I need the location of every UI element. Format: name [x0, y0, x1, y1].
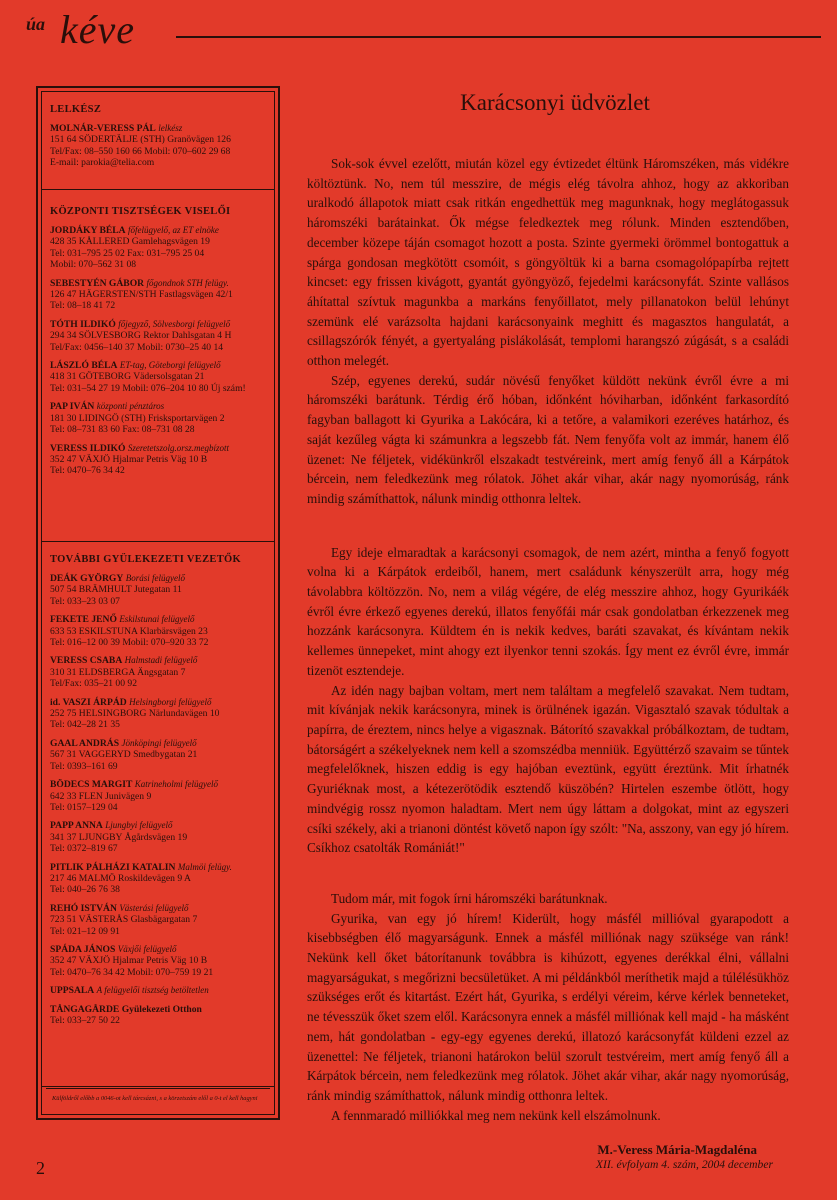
directory-entry	[50, 360, 268, 394]
entry-role: főfelügyelő, az ET elnöke	[128, 225, 219, 235]
directory-entry	[50, 573, 268, 607]
directory-entry	[50, 225, 268, 271]
section-heading: TOVÁBBI GYÜLEKEZETI VEZETŐK	[50, 554, 241, 565]
entry-name: REHÓ ISTVÁN	[50, 902, 117, 914]
entry-name: PITLIK PÁLHÁZI KATALIN	[50, 861, 176, 873]
section-pastor	[42, 92, 274, 190]
masthead-rule	[176, 36, 821, 38]
directory-entry	[50, 401, 268, 435]
entry-phone: Mobil: 070–562 31 08	[50, 259, 137, 271]
directory-entry	[50, 738, 268, 772]
entry-role: Katrineholmi felügyelő	[134, 779, 219, 790]
entry-role: Jönköpingi felügyelő	[121, 737, 197, 748]
entry-role: központi pénztáros	[96, 401, 165, 412]
entry-name: DEÁK GYÖRGY	[50, 573, 124, 584]
entry-name: PAPP ANNA	[50, 820, 103, 832]
directory-entry	[50, 319, 268, 353]
entry-name: VERESS CSABA	[50, 655, 123, 667]
entry-name: JORDÁKY BÉLA	[50, 225, 126, 236]
entry-address: 642 33 FLEN Junivägen 9	[50, 790, 152, 802]
directory-entry	[50, 820, 268, 854]
entry-role: Helsingborgi felügyelő	[129, 696, 212, 707]
entry-address: 126 47 HÄGERSTEN/STH Fastlagsvägen 42/1	[50, 289, 233, 301]
article-paragraph: Szép, egyenes derekú, sudár növésű fenyőket küldött nekünk évről évre a mi háromszéki barátunk. Térdig érő hóban, időnként hóviharban, időnként farkasordító fagyban ballagott ki Gyurika a Lakócára, ki a tetőre, a valamikori ezeréves határhoz, és saját kezűleg vágta ki számunkra a legszebb fát. Nem fenyőfa volt az immár, hanem élő üzenet: Ne féljetek, vidékünkről elszakadt testvéreink, mert amíg fenyő áll a Kárpátok bércein, nem feledkezünk meg rólatok. Jöhet akár vihar, akár nagy nyomorúság, ránk mindig számíthattok, nálunk mindig otthonra leltek.	[307, 372, 789, 506]
masthead	[26, 7, 816, 52]
entry-role: főgondnok STH felügy.	[146, 277, 229, 288]
directory-inner	[41, 91, 275, 1115]
entry-name: SPÁDA JÁNOS	[50, 943, 116, 955]
entry-name: GAAL ANDRÁS	[50, 737, 120, 749]
entry-name: BÖDECS MARGIT	[50, 779, 133, 791]
directory-entry	[50, 1004, 268, 1027]
entry-phone: Tel: 08–731 83 60 Fax: 08–731 08 28	[50, 424, 195, 436]
article-paragraph: Az idén nagy bajban voltam, mert nem találtam a megfelelő szavakat. Nem tudtam, mit kívánjak nekik karácsonyra, minek is örülnének igazán. Vigasztaló szavak tódultak a papírra, de éreztem, nincs helye a vigasznak. Bátorító szavakkal próbálkoztam, de tudtam, bátorságért a székelyeknek nem kell a szomszédba menniük. Együttérző szavaim se tűntek megfelelőknek, hiszen eddig is egy hajóban eveztünk, együtt éreztünk. Mit írhatnék Gyuriéknak most, a kétezerötödik esztendő küszöbén? Hirtelen eszembe ötlött, hogy mindvégig rossz nyomon haladtam. Mert nem úgy láttam a dolgokat, mint az egyszeri csíki székely, aki a trianoni döntést követő napon így szólt: "Na, asszony, van egy jó hírem. Csíkhoz csatolták Romániát!"	[307, 682, 789, 856]
article-paragraph: Gyurika, van egy jó hírem! Kiderült, hogy másfél millióval gyarapodott a kisebbségben élő magyarságunk. Ennek a másfél milliónak nagy szüksége van ránk! Nekünk kell őket bátorítanunk továbbra is kihúzott, egyenes derékkal élni, vállalni magyarságukat, s megőrizni becsületüket. A mi példánkból meríthetik majd a túlélésükhöz szükséges erőt és kitartást. Ezért hát, Gyurika, s erdélyi véreim, kérve kérlek benneteket, ne tévesszük őket szem elől. Karácsonyra ennek a másfél milliónak kell majd - ha másként nem, hát gondolatban - egy-egy egyenes derekú, illatozó karácsonyfát küldeni ezzel az üzenettel: Ne féljetek, trianoni határokon belül szorult testvéreim, mert amíg fenyő áll a Kárpátok bércein, nem feledkezünk meg rólatok. Jöhet akár vihar, akár nagy nyomorúság, ránk mindig számíthattok, nálunk mindig otthonra leltek.	[307, 910, 789, 1103]
entry-address: 418 31 GÖTEBORG Vädersolsgatan 21	[50, 371, 205, 383]
entry-name: id. VASZI ÁRPÁD	[50, 696, 127, 708]
dialing-footnote: Külföldről előbb a 0046-ot kell tárcsázni, s a körzetszám elől a 0-t el kell hagyni	[46, 1088, 270, 1110]
entry-address: 341 37 LJUNGBY Ågårdsvägen 19	[50, 831, 188, 843]
entry-address: 310 31 ELDSBERGA Ängsgatan 7	[50, 666, 186, 678]
entry-phone: Tel: 0372–819 67	[50, 843, 118, 855]
entry-phone: Tel/Fax: 0456–140 37 Mobil: 0730–25 40 14	[50, 341, 224, 353]
entry-role: Västerási felügyelő	[119, 902, 189, 913]
entry-phone: Tel: 0470–76 34 42 Mobil: 070–759 19 21	[50, 966, 214, 978]
entry-name: TÅNGAGÅRDE Gyülekezeti Otthon	[50, 1003, 202, 1015]
masthead-prefix: úa	[26, 14, 46, 34]
entry-phone: Tel/Fax: 035–21 00 92	[50, 678, 137, 690]
entry-role: Växjői felügyelő	[117, 943, 177, 954]
article-paragraph: Tudom már, mit fogok írni háromszéki barátunknak.	[331, 890, 608, 906]
entry-address: 507 54 BRÄMHULT Jutegatan 11	[50, 584, 182, 596]
directory-entry	[50, 862, 268, 896]
entry-phone: Tel: 033–23 03 07	[50, 595, 120, 607]
article-paragraph: A fennmaradó milliókkal meg nem nekünk kell elszámolnunk.	[331, 1107, 661, 1123]
directory-entry	[50, 903, 268, 937]
entry-name: MOLNÁR-VERESS PÁL	[50, 123, 156, 134]
entry-address: 151 64 SÖDERTÄLJE (STH) Granövägen 126	[50, 134, 231, 146]
entry-phone: Tel: 0470–76 34 42	[50, 465, 125, 477]
entry-phone: Tel: 016–12 00 39 Mobil: 070–920 33 72	[50, 637, 209, 649]
entry-address: 567 31 VAGGERYD Smedbygatan 21	[50, 749, 198, 761]
christmas-article	[307, 90, 789, 1158]
entry-name: TÓTH ILDIKÓ	[50, 318, 116, 330]
entry-role: ET-tag, Göteborgi felügyelő	[119, 360, 221, 371]
entry-name: PAP IVÁN	[50, 401, 95, 413]
entry-role: Borási felügyelő	[125, 573, 185, 583]
entry-name: LÁSZLÓ BÉLA	[50, 360, 118, 372]
section-central-officers	[42, 190, 274, 542]
central-entry-list	[50, 225, 268, 477]
directory-entry	[50, 443, 268, 477]
entry-name: VERESS ILDIKÓ	[50, 442, 126, 454]
entry-phone: Tel: 0157–129 04	[50, 801, 118, 813]
entry-address: 352 47 VÄXJÖ Hjalmar Petris Väg 10 B	[50, 955, 208, 967]
directory-entry	[50, 123, 268, 169]
entry-address: 428 35 KÅLLERED Gamlehagsvägen 19	[50, 236, 210, 248]
entry-address: 252 75 HELSINGBORG Närlundavägen 10	[50, 708, 220, 720]
entry-address: 294 34 SÖLVESBORG Rektor Dahlsgatan 4 H	[50, 330, 232, 342]
page-number: 2	[36, 1158, 45, 1178]
entry-phone: Tel: 08–18 41 72	[50, 300, 116, 312]
entry-phone: Tel/Fax: 08–550 160 66 Mobil: 070–602 29 68	[50, 145, 231, 157]
entry-phone: Tel: 031–795 25 02 Fax: 031–795 25 04	[50, 247, 205, 259]
entry-address: 217 46 MALMÖ Roskildevägen 9 A	[50, 872, 191, 884]
entry-phone: Tel: 021–12 09 91	[50, 925, 120, 937]
article-title: Karácsonyi üdvözlet	[460, 90, 650, 115]
entry-address: 352 47 VÄXJÖ Hjalmar Petris Väg 10 B	[50, 453, 208, 465]
entry-name: UPPSALA	[50, 985, 95, 997]
entry-address: Tel: 033–27 50 22	[50, 1015, 120, 1026]
entry-role: Szeretetszolg.orsz.megbízott	[127, 442, 230, 453]
entry-name: SEBESTYÉN GÁBOR	[50, 277, 145, 289]
church-directory	[36, 86, 280, 1120]
issue-line: XII. évfolyam 4. szám, 2004 december	[595, 1158, 773, 1171]
entry-role: főjegyző, Sölvesborgi felügyelő	[118, 318, 231, 329]
section-other-leaders	[42, 542, 274, 1087]
directory-entry	[50, 697, 268, 731]
entry-phone: Tel: 0393–161 69	[50, 760, 118, 772]
entry-address: 723 51 VÄSTERÅS Glasbägargatan 7	[50, 914, 198, 926]
masthead-title: kéve	[60, 7, 136, 52]
article-paragraph: Egy ideje elmaradtak a karácsonyi csomagok, de nem azért, mintha a fenyő fogyott volna ki a Kárpátok erdeiből, hanem, mert családunk kényszerült arra, hogy még távolabbra költözzön. No, nem a világ végére, de elég messzire ahhoz, hogy Gyurikáék évről évre érkező egyenes derekú, illatos fenyőfái már csak gondolatban érkezzenek meg hozzánk karácsonyra. Küldtem én is nekik kedves, baráti szavakat, és kívántam nekik kellemes ünnepeket, mint ahogy ezt ilyenkor tenni szokás. Így ment ez évről évre, immár tizenöt esztendeje.	[307, 544, 789, 678]
entry-address: 181 30 LIDINGÖ (STH) Frisksportarvägen 2	[50, 412, 225, 424]
directory-entry	[50, 655, 268, 689]
entry-email[interactable]: E-mail: parokia@telia.com	[50, 157, 155, 169]
article-paragraph: Sok-sok évvel ezelőtt, miután közel egy évtizedet éltünk Háromszéken, más vidékre költöztünk. No, nem túl messzire, de mégis elég távolra ahhoz, hogy az akkoriban uralkodó állapotok miatt csak ritkán engedhettük meg magunknak, hogy meglátogassuk háromszéki barátainkat. Ők mégse feledkeztek meg rólunk. Minden esztendőben, december közepe táján csomagot hozott a posta. Szinte gyermeki örömmel bontogattuk a spárga gondosan megkötött csomóit, s göngyöltük ki a barna csomagolópapírba rejtett kincset: egy frissen kivágott, gyantát gyöngyöző, fejedelmi karácsonyfát. Szinte vallásos áhítattal szívtuk magunkba a markáns fenyőillatot, mely pillanatokon belül lehúnyt szemünk elé varázsolta hajdani karácsonyaink meghitt és magasztos hangulatát, a csillagszórók fényét, a gyertyaláng pislákolását, templomi harangszó zúgását, s a családi otthon melegét.	[307, 156, 789, 369]
entry-role: A felügyelői tisztség betöltetlen	[96, 985, 209, 996]
directory-entry	[50, 944, 268, 978]
article-signature: M.-Veress Mária-Magdaléna	[597, 1142, 757, 1158]
entry-role: Ljungbyi felügyelő	[105, 820, 173, 831]
leaders-entry-list	[50, 573, 268, 1026]
directory-entry	[50, 779, 268, 813]
section-heading: KÖZPONTI TISZTSÉGEK VISELŐI	[50, 206, 231, 217]
entry-phone: Tel: 042–28 21 35	[50, 719, 120, 731]
entry-role: Malmöi felügy.	[177, 861, 232, 872]
entry-phone: Tel: 031–54 27 19 Mobil: 076–204 10 80 Új szám!	[50, 382, 246, 394]
entry-role: lelkész	[158, 123, 183, 133]
entry-name: FEKETE JENŐ	[50, 614, 117, 626]
directory-entry	[50, 985, 268, 996]
entry-phone: Tel: 040–26 76 38	[50, 884, 120, 896]
entry-address: 633 53 ESKILSTUNA Klarbärsvägen 23	[50, 625, 208, 637]
directory-entry	[50, 278, 268, 312]
section-heading: LELKÉSZ	[50, 104, 102, 115]
entry-role: Eskilstunai felügyelő	[119, 614, 195, 625]
entry-role: Halmstadi felügyelő	[124, 655, 198, 666]
directory-entry	[50, 614, 268, 648]
